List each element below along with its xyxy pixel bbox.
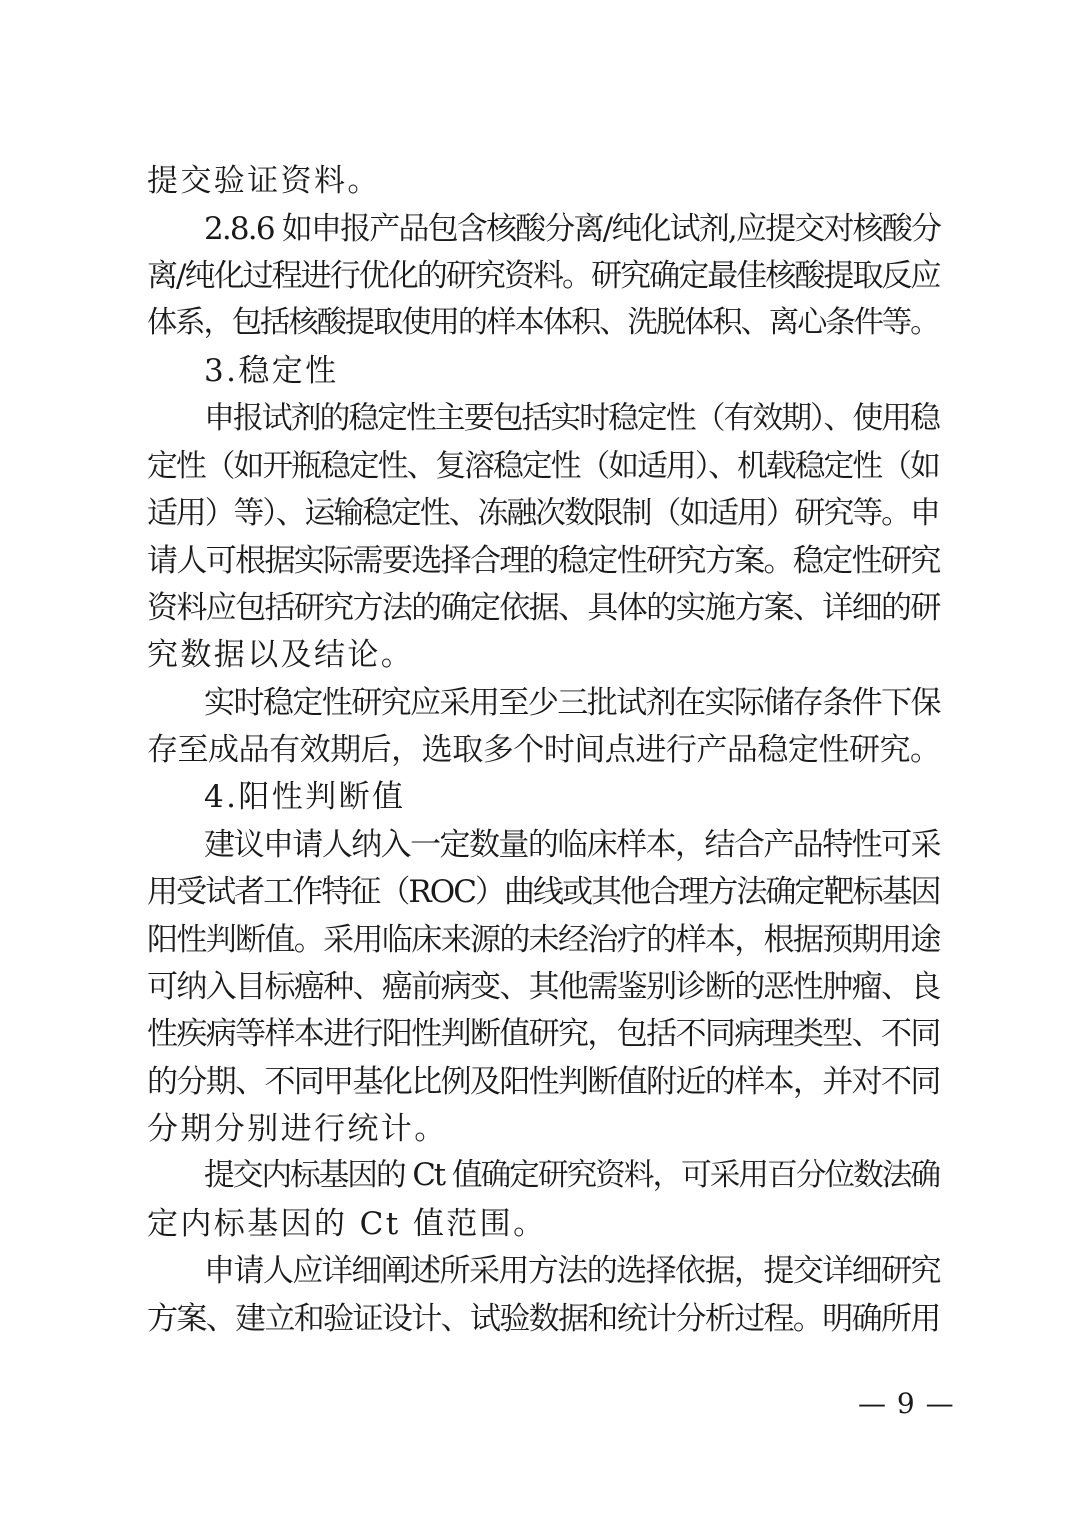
- text-line: 2.8.6 如申报产品包含核酸分离/纯化试剂,应提交对核酸分: [204, 211, 941, 247]
- text-line: 离/纯化过程进行优化的研究资料。研究确定最佳核酸提取反应: [147, 258, 940, 294]
- text-line: 请人可根据实际需要选择合理的稳定性研究方案。稳定性研究: [147, 543, 940, 579]
- text-line: 体系，包括核酸提取使用的样本体积、洗脱体积、离心条件等。: [147, 305, 939, 340]
- text-line: 方案、建立和验证设计、试验数据和统计分析过程。明确所用: [147, 1301, 940, 1337]
- section-heading: 4.阳性判断值: [204, 779, 406, 815]
- text-line: 究数据以及结论。: [147, 637, 415, 673]
- text-line: 定性（如开瓶稳定性、复溶稳定性（如适用）、机载稳定性（如: [147, 448, 939, 484]
- text-line: 实时稳定性研究应采用至少三批试剂在实际储存条件下保: [204, 685, 940, 721]
- text-line: 阳性判断值。采用临床来源的未经治疗的样本，根据预期用途: [147, 922, 940, 958]
- text-line: 定内标基因的 Ct 值范围。: [147, 1206, 547, 1242]
- text-line: 资料应包括研究方法的确定依据、具体的实施方案、详细的研: [147, 590, 940, 626]
- text-line: 存至成品有效期后，选取多个时间点进行产品稳定性研究。: [147, 732, 941, 768]
- section-heading: 3.稳定性: [204, 353, 339, 389]
- text-line: 适用）等）、运输稳定性、冻融次数限制（如适用）研究等。申: [147, 495, 939, 531]
- text-line: 用受试者工作特征（ROC）曲线或其他合理方法确定靶标基因: [147, 874, 940, 910]
- text-line: 的分期、不同甲基化比例及阳性判断值附近的样本，并对不同: [147, 1064, 940, 1100]
- text-line: 提交验证资料。: [147, 163, 381, 199]
- text-line: 申报试剂的稳定性主要包括实时稳定性（有效期）、使用稳: [204, 400, 939, 436]
- page-number: — 9 —: [858, 1387, 955, 1420]
- text-line: 分期分别进行统计。: [147, 1111, 448, 1147]
- text-line: 性疾病等样本进行阳性判断值研究，包括不同病理类型、不同: [147, 1016, 940, 1052]
- text-line: 可纳入目标癌种、癌前病变、其他需鉴别诊断的恶性肿瘤、良: [147, 969, 940, 1005]
- text-line: 申请人应详细阐述所采用方法的选择依据，提交详细研究: [204, 1253, 940, 1289]
- text-line: 建议申请人纳入一定数量的临床样本，结合产品特性可采: [204, 827, 940, 863]
- text-line: 提交内标基因的 Ct 值确定研究资料，可采用百分位数法确: [204, 1158, 940, 1193]
